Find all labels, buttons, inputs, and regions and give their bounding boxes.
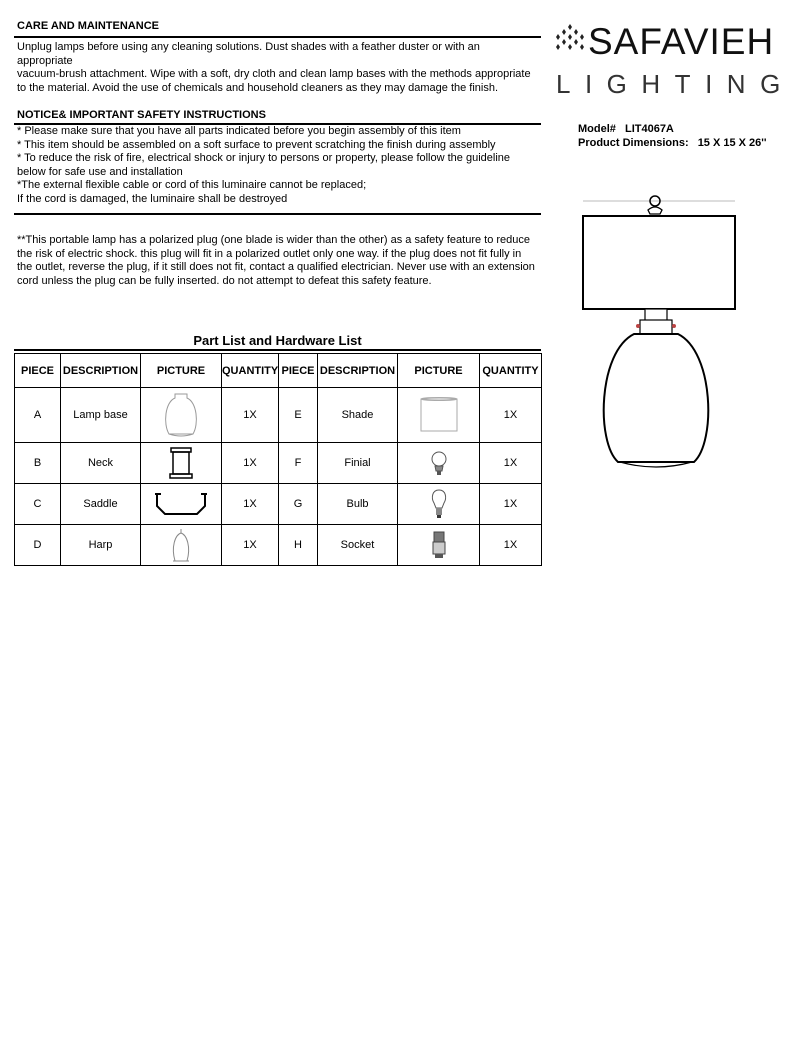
lamp-illustration (578, 192, 738, 482)
header-quantity: QUANTITY (480, 354, 542, 388)
divider (14, 36, 541, 38)
care-heading: CARE AND MAINTENANCE (17, 20, 159, 32)
quantity-cell: 1X (480, 484, 542, 525)
care-text (17, 41, 531, 95)
piece-cell: G (279, 484, 318, 525)
table-row (15, 443, 542, 484)
notice-line: If the cord is damaged, the luminaire shall be destroyed (17, 192, 288, 205)
notice-line: * Please make sure that you have all parts indicated before you begin assembly of this item (17, 125, 461, 137)
chandelier-logo-icon (553, 22, 587, 56)
header-quantity: QUANTITY (222, 354, 279, 388)
divider (14, 349, 541, 351)
description-cell: Saddle (61, 484, 141, 525)
header-piece: PIECE (279, 354, 318, 388)
piece-cell: F (279, 443, 318, 484)
description-cell: Lamp base (61, 388, 141, 443)
model-value: LIT4067A (624, 123, 674, 135)
notice-line: below for safe use and installation (17, 165, 183, 178)
piece-cell: D (15, 525, 61, 566)
care-line: vacuum-brush attachment. Wipe with a soft, dry cloth and clean lamp bases with the methods appropriate (17, 68, 531, 80)
parts-table (14, 353, 542, 566)
description-cell: Harp (61, 525, 141, 566)
parts-title: Part List and Hardware List (193, 333, 362, 348)
socket-icon (398, 525, 480, 566)
plug-line: the risk of electric shock. this plug will fit in a polarized outlet only one way. if the plug does not fit fully in (17, 247, 522, 260)
quantity-cell: 1X (222, 388, 279, 443)
description-cell: Socket (318, 525, 398, 566)
piece-cell: H (279, 525, 318, 566)
plug-line: cord unless the plug can be fully inserted. do not attempt to defeat this safety feature. (17, 274, 432, 287)
header-picture: PICTURE (398, 354, 480, 388)
notice-line: * This item should be assembled on a soft surface to prevent scratching the finish during assembly (17, 138, 496, 151)
header-description: DESCRIPTION (318, 354, 398, 388)
saddle-icon (141, 484, 222, 525)
description-cell: Finial (318, 443, 398, 484)
quantity-cell: 1X (480, 388, 542, 443)
care-line: Unplug lamps before using any cleaning solutions. Dust shades with a feather duster or with an (17, 41, 480, 53)
dimensions-value: 15 X 15 X 26'' (697, 137, 767, 149)
piece-cell: C (15, 484, 61, 525)
table-row (15, 525, 542, 566)
table-header-row (15, 354, 542, 388)
piece-cell: E (279, 388, 318, 443)
brand-subtitle: LIGHTING (556, 69, 795, 99)
bulb-icon (398, 484, 480, 525)
table-row (15, 484, 542, 525)
plug-text (17, 234, 535, 288)
header-description: DESCRIPTION (61, 354, 141, 388)
piece-cell: A (15, 388, 61, 443)
description-cell: Neck (61, 443, 141, 484)
model-label: Model# (578, 123, 616, 135)
description-cell: Bulb (318, 484, 398, 525)
quantity-cell: 1X (480, 443, 542, 484)
dimensions-row (578, 137, 767, 149)
quantity-cell: 1X (222, 443, 279, 484)
quantity-cell: 1X (222, 525, 279, 566)
lamp-base-icon (141, 388, 222, 443)
notice-line: *The external flexible cable or cord of this luminaire cannot be replaced; (17, 179, 367, 191)
piece-cell: B (15, 443, 61, 484)
model-row (578, 123, 674, 135)
brand-name: SAFAVIEH (588, 21, 775, 62)
neck-icon (141, 443, 222, 484)
plug-line: the outlet, reverse the plug, if it still does not fit, contact a qualified electrician. Never use with an extension (17, 261, 535, 273)
notice-line: * To reduce the risk of fire, electrical shock or injury to persons or property, please follow the guideline (17, 152, 511, 164)
harp-icon (141, 525, 222, 566)
notice-heading: NOTICE& IMPORTANT SAFETY INSTRUCTIONS (17, 109, 266, 121)
plug-line: **This portable lamp has a polarized plug (one blade is wider than the other) as a safety feature to reduce (17, 234, 531, 246)
table-row (15, 388, 542, 443)
finial-icon (398, 443, 480, 484)
header-piece: PIECE (15, 354, 61, 388)
header-picture: PICTURE (141, 354, 222, 388)
description-cell: Shade (318, 388, 398, 443)
care-line: to the material. Avoid the use of chemicals and household cleaners as they may damage the finish. (17, 81, 499, 94)
care-line: appropriate (17, 54, 73, 67)
quantity-cell: 1X (480, 525, 542, 566)
dimensions-label: Product Dimensions: (578, 137, 689, 149)
notice-text (17, 125, 510, 206)
quantity-cell: 1X (222, 484, 279, 525)
divider (14, 213, 541, 215)
shade-icon (398, 388, 480, 443)
